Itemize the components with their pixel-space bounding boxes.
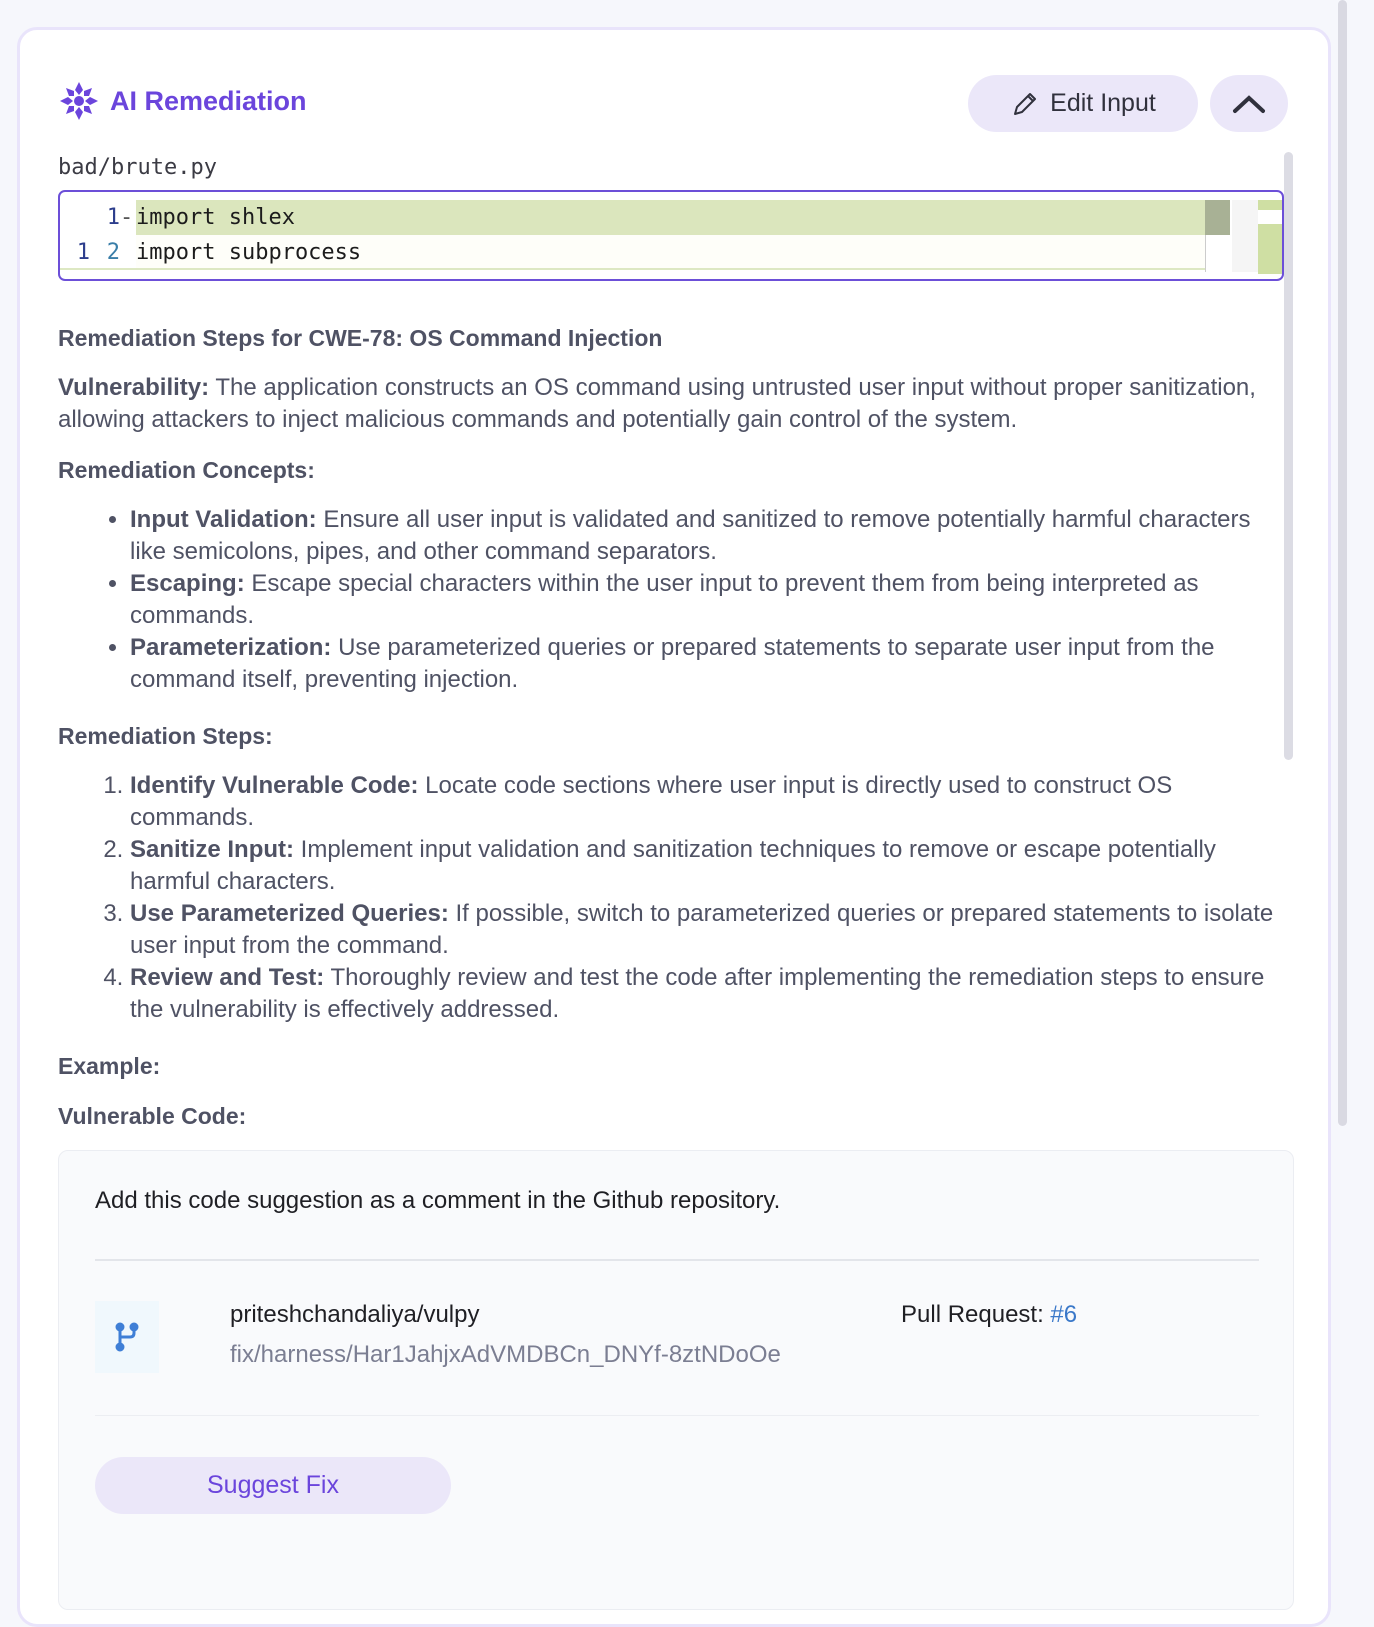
pull-request-link[interactable]: #6 — [1050, 1301, 1078, 1328]
collapse-button[interactable] — [1210, 75, 1288, 132]
concepts-list — [58, 504, 1288, 696]
page-scrollbar[interactable] — [1338, 0, 1347, 1126]
remediation-title: Remediation Steps for CWE-78: OS Command Injection — [58, 325, 663, 351]
example-title: Example: — [58, 1053, 161, 1079]
header — [58, 80, 307, 122]
chevron-up-icon — [1232, 94, 1266, 114]
vulnerability-text: Vulnerability: The application constructs an OS command using untrusted user input without proper sanitization, allowing attackers to inject malicious commands and potentially gain control of the system. — [58, 374, 1256, 433]
diff-line-context — [60, 235, 1205, 270]
remediation-content — [58, 322, 1288, 1132]
list-item: 1. Identify Vulnerable Code: Locate code sections where user input is directly used to construct OS commands. — [130, 770, 1288, 834]
list-item: • Input Validation: Ensure all user input is validated and sanitized to remove potentially harmful characters like semicolons, pipes, and other command separators. — [130, 504, 1288, 568]
suggest-fix-button[interactable]: Suggest Fix — [95, 1457, 451, 1514]
line-number: 1 - — [106, 205, 134, 230]
file-name: bad/brute.py — [58, 155, 217, 180]
branch-icon-box — [95, 1301, 159, 1373]
list-item: 2. Sanitize Input: Implement input validation and sanitization techniques to remove or escape potentially harmful characters. — [130, 834, 1288, 898]
diff-line-removed — [60, 200, 1205, 235]
divider — [95, 1259, 1259, 1261]
pencil-icon — [1010, 89, 1040, 119]
vulnerable-code-title: Vulnerable Code: — [58, 1103, 247, 1129]
edit-input-label: Edit Input — [1050, 89, 1156, 117]
diff-minimap — [1205, 200, 1230, 235]
steps-title: Remediation Steps: — [58, 723, 273, 749]
repo-name: priteshchandaliya/vulpy — [230, 1301, 480, 1328]
list-item: • Escaping: Escape special characters within the user input to prevent them from being interpreted as commands. — [130, 568, 1288, 632]
github-suggestion-panel — [58, 1150, 1294, 1610]
code-text: import subprocess — [136, 235, 1205, 268]
divider — [95, 1415, 1259, 1416]
steps-list — [58, 770, 1288, 1026]
ai-remediation-card — [17, 27, 1331, 1627]
list-item: 3. Use Parameterized Queries: If possible, switch to parameterized queries or prepared statements to isolate user input from the command. — [130, 898, 1288, 962]
git-branch-icon — [114, 1321, 140, 1353]
edit-input-button[interactable] — [968, 75, 1198, 132]
line-number: 1 2 — [76, 240, 120, 265]
panel-title: AI Remediation — [110, 85, 307, 116]
github-prompt: Add this code suggestion as a comment in the Github repository. — [95, 1187, 781, 1214]
branch-name: fix/harness/Har1JahjxAdVMDBCn_DNYf-8ztNDoOe — [230, 1341, 781, 1368]
list-item: • Parameterization: Use parameterized queries or prepared statements to separate user input from the command itself, preventing injection. — [130, 632, 1288, 696]
pull-request: Pull Request: #6 — [901, 1301, 1078, 1328]
ai-sparkle-icon — [58, 80, 100, 122]
list-item: 4. Review and Test: Thoroughly review and test the code after implementing the remediation steps to ensure the vulnerability is effectively addressed. — [130, 962, 1288, 1026]
code-text: import shlex — [136, 200, 1205, 235]
concepts-title: Remediation Concepts: — [58, 457, 315, 483]
main-flow — [58, 322, 1294, 1610]
code-diff — [58, 190, 1284, 281]
